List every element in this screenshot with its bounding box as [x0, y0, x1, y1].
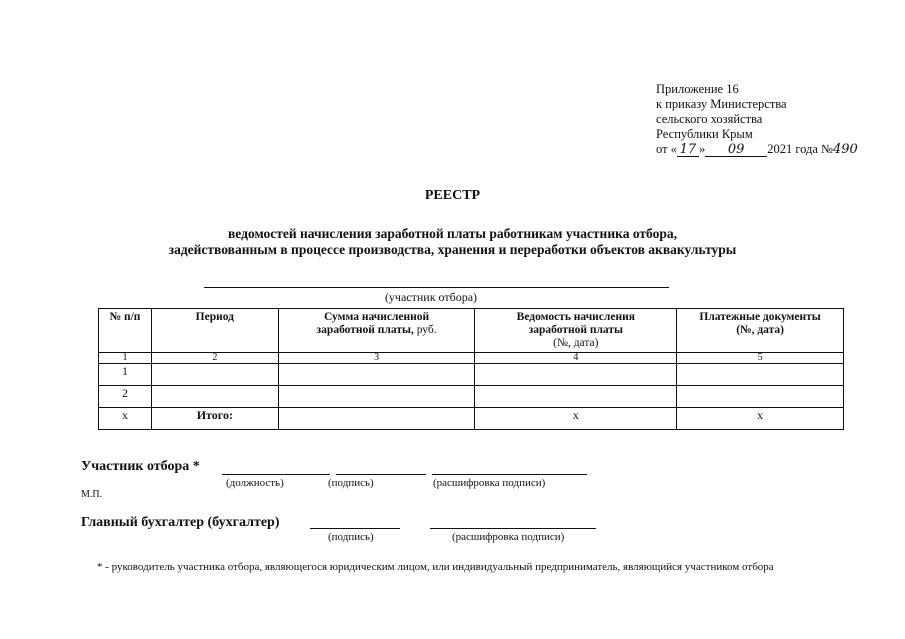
column-number-row — [99, 353, 844, 364]
row-num: 2 — [99, 386, 152, 408]
participant-signature-line[interactable] — [336, 474, 426, 475]
order-number: 490 — [832, 142, 858, 157]
row-statement-cell[interactable] — [475, 386, 677, 408]
row-payments-cell[interactable] — [677, 364, 844, 386]
header-statement-line1: Ведомость начисления — [516, 311, 635, 323]
accountant-decoding-line[interactable] — [430, 528, 596, 529]
col-number-5: 5 — [677, 353, 844, 364]
date-prefix: от « — [656, 142, 677, 156]
row-period-cell[interactable] — [151, 386, 278, 408]
participant-caption: (участник отбора) — [384, 290, 478, 304]
accountant-signature-caption: (подпись) — [328, 531, 374, 543]
accountant-signature-line[interactable] — [310, 528, 400, 529]
participant-decoding-line[interactable] — [432, 474, 587, 475]
header-statement — [475, 309, 677, 353]
col-number-1: 1 — [99, 353, 152, 364]
accountant-decoding-caption: (расшифровка подписи) — [452, 531, 565, 543]
registry-table — [98, 308, 844, 430]
total-row — [99, 408, 844, 430]
table-row — [99, 386, 844, 408]
appendix-line-3: сельского хозяйства — [656, 112, 763, 126]
header-payments-line2: (№, дата) — [736, 324, 784, 336]
table-header-row — [99, 309, 844, 353]
col-number-2: 2 — [151, 353, 278, 364]
appendix-line-2: к приказу Министерства — [656, 97, 787, 111]
accountant-signature-title: Главный бухгалтер (бухгалтер) — [81, 515, 280, 530]
header-sum-line2 — [282, 324, 472, 337]
participant-decoding-caption: (расшифровка подписи) — [433, 477, 546, 489]
table-row — [99, 364, 844, 386]
participant-signature-title: Участник отбора * — [81, 459, 200, 474]
col-number-3: 3 — [278, 353, 475, 364]
row-sum-cell[interactable] — [278, 386, 475, 408]
total-statement: х — [475, 408, 677, 430]
header-sum-unit: руб. — [413, 324, 437, 336]
row-payments-cell[interactable] — [677, 386, 844, 408]
stamp-label: М.П. — [81, 489, 103, 500]
appendix-line-4: Республики Крым — [656, 127, 753, 141]
appendix-line-1: Приложение 16 — [656, 82, 739, 96]
participant-signature-caption: (подпись) — [328, 477, 374, 489]
participant-line — [204, 287, 669, 288]
row-statement-cell[interactable] — [475, 364, 677, 386]
header-sum — [278, 309, 475, 353]
header-statement-line3: (№, дата) — [553, 337, 599, 349]
position-line[interactable] — [222, 474, 330, 475]
header-statement-line2: заработной платы — [528, 324, 624, 336]
total-num: х — [99, 408, 152, 430]
row-period-cell[interactable] — [151, 364, 278, 386]
subtitle-line-2: задействованным в процессе производства, хранения и переработки объектов аквакультуры — [168, 242, 737, 257]
subtitle-line-1: ведомостей начисления заработной платы работникам участника отбора, — [228, 226, 677, 241]
row-sum-cell[interactable] — [278, 364, 475, 386]
header-period: Период — [151, 309, 278, 353]
header-sum-line2-text: заработной платы, — [316, 324, 414, 336]
row-num: 1 — [99, 364, 152, 386]
total-sum-cell[interactable] — [278, 408, 475, 430]
header-num: № п/п — [99, 309, 152, 353]
total-payments: х — [677, 408, 844, 430]
order-date-line — [656, 142, 858, 157]
order-month: 09 — [705, 143, 767, 157]
header-payments — [677, 309, 844, 353]
date-mid: » — [698, 142, 706, 156]
total-label: Итого: — [151, 408, 278, 430]
footnote: * - руководитель участника отбора, являющегося юридическим лицом, или индивидуальный предприниматель, являющийся участником отбора — [97, 561, 774, 573]
order-year-text: 2021 года № — [767, 142, 833, 156]
header-payments-line1: Платежные документы — [699, 311, 821, 323]
order-day: 17 — [677, 143, 699, 157]
appendix-block — [656, 82, 858, 157]
document-title: РЕЕСТР — [424, 188, 481, 203]
position-caption: (должность) — [226, 477, 284, 489]
col-number-4: 4 — [475, 353, 677, 364]
header-sum-line1: Сумма начисленной — [324, 311, 430, 323]
